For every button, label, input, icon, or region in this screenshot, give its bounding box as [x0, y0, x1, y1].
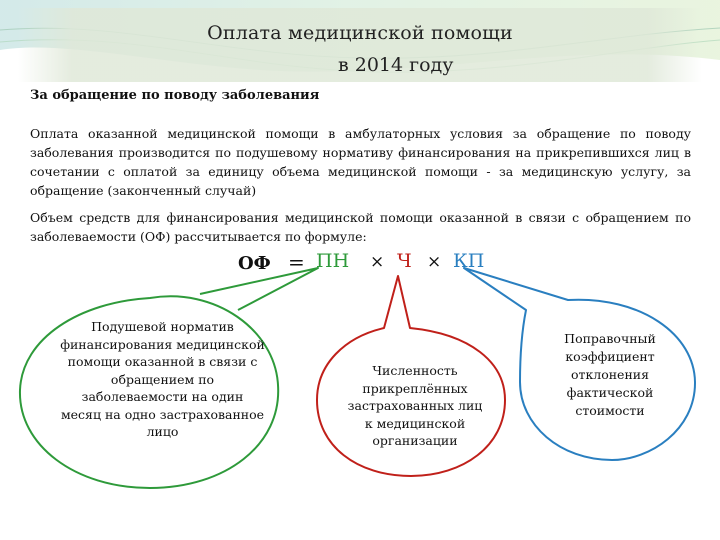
formula-kp: КП [453, 250, 485, 272]
formula-equals: = [288, 250, 305, 274]
blue-bubble-text: Поправочный коэффициент отклонения фактической стоимости [564, 331, 656, 418]
page-title-line1: Оплата медицинской помощи [207, 22, 513, 44]
formula-times-1: × [370, 252, 385, 272]
page-title-line2: в 2014 году [338, 54, 454, 76]
green-bubble-text: Подушевой норматив финансирования медицинской помощи оказанной в связи с обращением по заболеваемости на один месяц на одно застрахованное лицо [60, 319, 265, 439]
formula-pn: ПН [316, 250, 350, 272]
paragraph-formula-intro: Объем средств для финансирования медицинской помощи оказанной в связи с обращением по заболеваемости (ОФ) рассчитывается по формуле: [30, 210, 691, 244]
paragraph-payment-description: Оплата оказанной медицинской помощи в амбулаторных условия за обращение по поводу заболевания производится по подушевому нормативу финансирования на прикрепившихся лиц в сочетании с оплатой за единицу объема медицинской помощи - за медицинскую услугу, за обращение (законченный случай) [30, 126, 691, 198]
red-bubble-text: Численность прикреплённых застрахованных лиц к медицинской организации [347, 363, 483, 448]
formula-of: ОФ [238, 253, 271, 274]
formula-times-2: × [427, 252, 442, 272]
formula-ch: Ч [397, 250, 412, 272]
section-heading: За обращение по поводу заболевания [30, 88, 320, 103]
